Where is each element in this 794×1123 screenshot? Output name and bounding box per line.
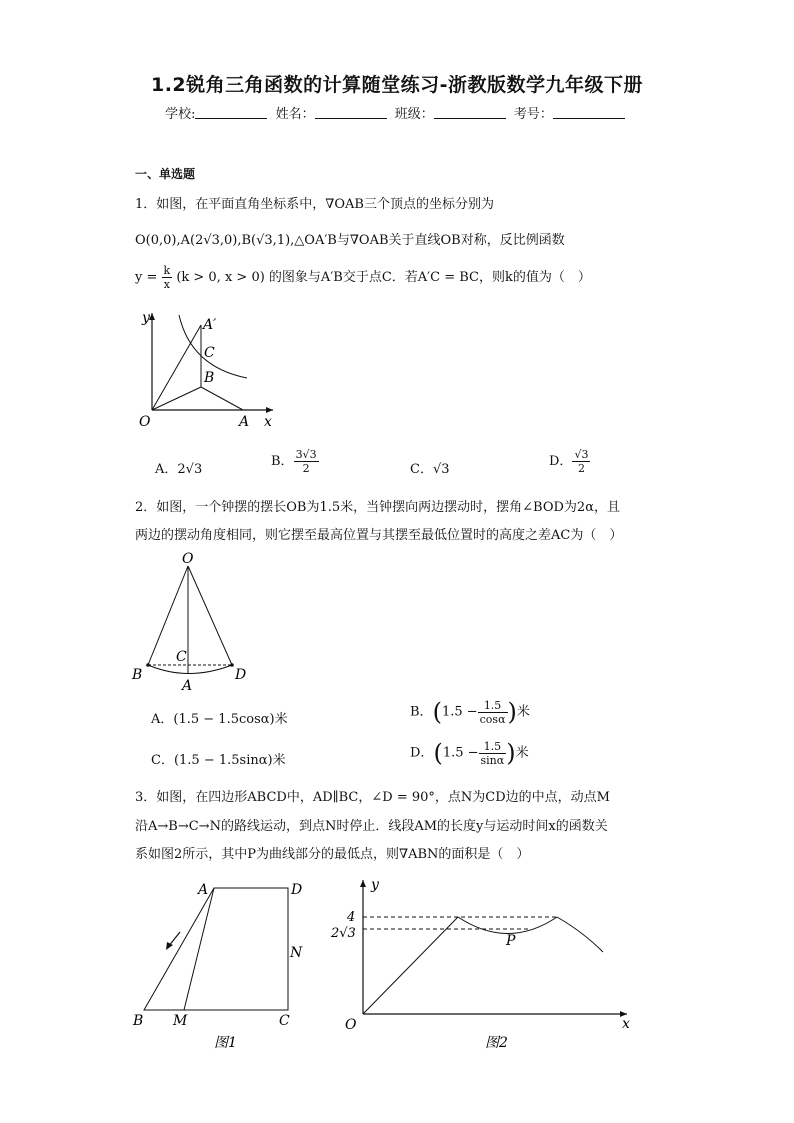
q1-option-D[interactable] [549, 448, 590, 475]
number-blank[interactable] [553, 106, 625, 119]
q3-fig2-tail [557, 917, 603, 952]
q2-label-B: B [132, 667, 143, 683]
q1-line1: 1．如图，在平面直角坐标系中，∇OAB三个顶点的坐标分别为 [135, 197, 494, 212]
q1-segment-OB [152, 387, 201, 410]
q2-option-A[interactable]: A．(1.5 − 1.5cosα)米 [151, 712, 288, 727]
page-title: 1.2锐角三角函数的计算随堂练习-浙教版数学九年级下册 [150, 74, 644, 96]
name-blank[interactable] [315, 106, 387, 119]
q2-line2: 两边的摆动角度相同，则它摆至最高位置与其摆至最低位置时的高度之差AC为（ ） [135, 528, 623, 543]
q1-option-D-label: D． [549, 454, 573, 469]
q2-option-B-num: 1.5 [478, 699, 508, 713]
q2-segment-OD [188, 566, 232, 665]
school-label: 学校: [165, 107, 196, 122]
q3-segment-AM [184, 888, 214, 1010]
q2-option-D-frac [479, 740, 507, 767]
q2-label-A: A [182, 678, 193, 693]
q1-label-O: O [139, 414, 151, 430]
q1-option-D-den: 2 [577, 462, 585, 475]
q3-fig1-label-D: D [291, 882, 303, 898]
q1-option-D-frac [572, 448, 590, 475]
q2-label-D: D [235, 667, 247, 683]
q1-option-B-den: 2 [302, 462, 310, 475]
q2-point-B [146, 663, 150, 667]
q3-fig2-curve [458, 917, 557, 934]
q2-option-B-den: cosα [479, 712, 506, 726]
q1-option-B-label: B． [271, 454, 294, 469]
q3-figure2 [325, 872, 645, 1057]
q1-func-den: x [163, 278, 170, 291]
q2-option-D-unit: 米 [515, 745, 529, 761]
q3-fig2-label-x: x [622, 1016, 630, 1032]
q1-func-lhs: y = [135, 270, 158, 285]
q1-func-fraction [162, 264, 173, 291]
q1-option-B-frac [294, 448, 319, 475]
q3-fig2-caption: 图2 [485, 1035, 508, 1051]
q3-fig2-label-y: y [371, 877, 379, 893]
q2-option-D-pre: 1.5 − [442, 745, 479, 761]
q2-option-C[interactable]: C．(1.5 − 1.5sinα)米 [151, 753, 286, 768]
q1-option-B-num: 3√3 [295, 448, 317, 461]
q3-fig2-label-4: 4 [347, 910, 356, 925]
q2-option-D-lparen: ( [433, 739, 443, 767]
q2-label-C: C [176, 649, 187, 665]
q1-label-Ap: A′ [203, 317, 217, 333]
q3-fig2-line-rise [363, 917, 458, 1014]
q3-fig2-label-P: P [506, 933, 516, 949]
q3-figure1 [128, 875, 318, 1055]
q1-option-C[interactable]: C．√3 [410, 462, 450, 477]
q1-option-D-num: √3 [574, 448, 589, 461]
q1-label-C: C [204, 345, 215, 361]
q1-segment-BA [201, 387, 243, 410]
name-label: 姓名： [275, 107, 315, 122]
q3-fig1-label-A: A [198, 882, 209, 898]
q2-option-B-pre: 1.5 − [441, 704, 478, 720]
q2-option-D-den: sinα [480, 753, 505, 767]
q2-arc-BAD [148, 665, 232, 674]
q1-label-A: A [239, 414, 250, 430]
q3-line2: 沿A→B→C→N的路线运动，到点N时停止．线段AM的长度y与运动时间x的函数关 [135, 819, 608, 834]
number-label: 考号： [513, 107, 553, 122]
q3-fig1-label-C: C [279, 1013, 290, 1029]
q3-line3: 系如图2所示，其中P为曲线部分的最低点，则∇ABN的面积是（ ） [135, 847, 530, 862]
school-blank[interactable] [195, 106, 267, 119]
q2-label-O: O [182, 551, 194, 567]
q2-option-B[interactable] [410, 698, 530, 726]
q1-option-B[interactable] [271, 448, 319, 475]
q2-option-D-rparen: ) [506, 739, 516, 767]
section-heading: 一、单选题 [135, 167, 196, 181]
q3-quadrilateral-ABCD [144, 888, 288, 1010]
student-info-line [0, 103, 794, 122]
q2-option-D-label: D． [410, 745, 434, 761]
q1-func-num: k [163, 264, 171, 277]
q1-label-x: x [264, 414, 272, 430]
q1-x-arrow [266, 407, 273, 413]
q1-figure [125, 305, 285, 435]
q2-option-B-unit: 米 [516, 704, 530, 720]
q2-option-B-frac [478, 699, 508, 726]
q2-line1: 2．如图，一个钟摆的摆长OB为1.5米，当钟摆向两边摆动时，摆角∠BOD为2α，且 [135, 500, 620, 515]
q1-line3 [135, 264, 591, 291]
q2-option-B-rparen: ) [507, 698, 517, 726]
q1-label-B: B [204, 370, 215, 386]
q3-line1: 3．如图，在四边形ABCD中，AD∥BC，∠D = 90°，点N为CD边的中点，动点M [135, 790, 610, 805]
q3-fig2-label-2sqrt3: 2√3 [331, 926, 356, 941]
class-label: 班级： [394, 107, 434, 122]
q2-option-D-num: 1.5 [479, 740, 507, 754]
q3-fig1-label-M: M [173, 1013, 188, 1029]
q3-fig1-caption: 图1 [214, 1035, 237, 1051]
q1-option-A[interactable]: A．2√3 [155, 462, 203, 477]
q2-option-D[interactable] [410, 739, 529, 767]
q3-fig2-y-arrow [360, 880, 366, 887]
q3-fig2-label-O: O [345, 1017, 357, 1033]
q1-segment-OAp [152, 325, 201, 410]
q1-func-rest: (k > 0, x > 0) 的图象与A′B交于点C．若A′C = BC，则k的值为（ ） [176, 270, 591, 285]
q3-fig1-label-N: N [290, 945, 303, 961]
q2-option-B-label: B． [410, 704, 433, 720]
q3-fig1-label-B: B [133, 1013, 144, 1029]
q3-motion-arrowhead [166, 942, 173, 950]
q2-point-D [230, 663, 234, 667]
q1-line2: O(0,0),A(2√3,0),B(√3,1),△OA′B与∇OAB关于直线OB对称，反比例函数 [135, 233, 565, 248]
q2-figure [128, 548, 258, 693]
q2-option-B-lparen: ( [432, 698, 442, 726]
q1-label-y: y [142, 310, 150, 326]
class-blank[interactable] [434, 106, 506, 119]
